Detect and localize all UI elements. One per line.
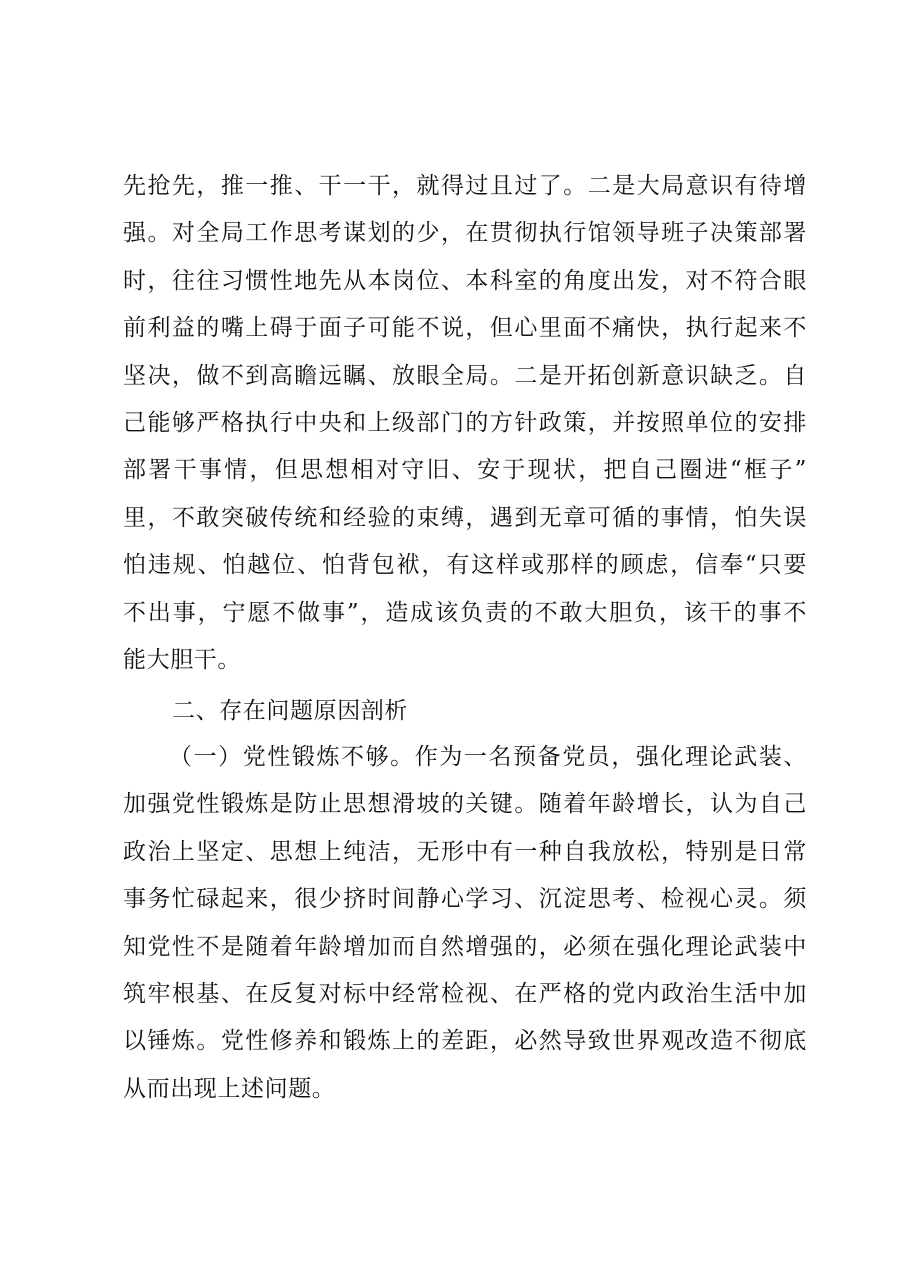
- text-line: 能大胆干。: [123, 646, 241, 673]
- text-line: 知党性不是随着年龄增加而自然增强的，必须在强化理论武装中: [123, 933, 807, 960]
- text-line: （一）党性锻炼不够。作为一名预备党员，强化理论武装、: [169, 744, 807, 770]
- paragraph-continued: [123, 163, 807, 684]
- text-line: 不出事，宁愿不做事”，造成该负责的不敢大胆负，该干的事不: [123, 599, 807, 626]
- text-line: 己能够严格执行中央和上级部门的方针政策，并按照单位的安排: [123, 409, 807, 436]
- section-heading: [172, 688, 672, 735]
- text-line: 前利益的嘴上碍于面子可能不说，但心里面不痛快，执行起来不: [123, 315, 807, 342]
- text-line: 政治上坚定、思想上纯洁，无形中有一种自我放松，特别是日常: [123, 838, 807, 865]
- text-line: 从而出现上述问题。: [123, 1075, 336, 1102]
- text-line: 加强党性锻炼是防止思想滑坡的关键。随着年龄增长，认为自己: [123, 791, 807, 818]
- text-line: 事务忙碌起来，很少挤时间静心学习、沉淀思考、检视心灵。须: [123, 886, 807, 913]
- text-line: 坚决，做不到高瞻远瞩、放眼全局。二是开拓创新意识缺乏。自: [123, 362, 807, 389]
- text-line: 怕违规、怕越位、怕背包袱，有这样或那样的顾虑，信奉“只要: [123, 552, 807, 579]
- text-line: 筑牢根基、在反复对标中经常检视、在严格的党内政治生活中加: [123, 980, 807, 1007]
- text-line: 部署干事情，但思想相对守旧、安于现状，把自己圈进“框子”: [123, 457, 807, 484]
- section-heading-text: 二、存在问题原因剖析: [172, 698, 408, 724]
- paragraph-party-spirit: [123, 734, 807, 1113]
- text-line: 里，不敢突破传统和经验的束缚，遇到无章可循的事情，怕失误: [123, 504, 807, 531]
- text-line: 先抢先，推一推、干一干，就得过且过了。二是大局意识有待增: [123, 173, 807, 199]
- text-line: 强。对全局工作思考谋划的少，在贯彻执行馆领导班子决策部署: [123, 220, 807, 247]
- text-line: 时，往往习惯性地先从本岗位、本科室的角度出发，对不符合眼: [123, 267, 807, 294]
- text-line: 以锤炼。党性修养和锻炼上的差距，必然导致世界观改造不彻底: [123, 1028, 807, 1055]
